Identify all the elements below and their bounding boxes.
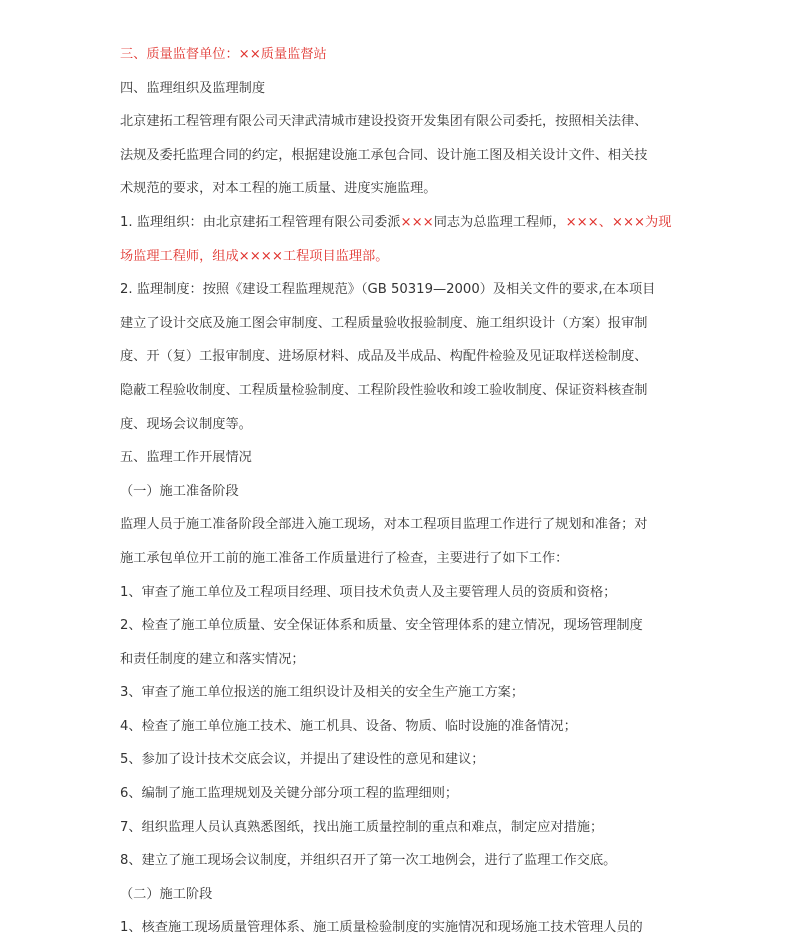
body-text: 2、检查了施工单位质量、安全保证体系和质量、安全管理体系的建立情况，现场管理制度 [120,618,643,634]
text-line [120,307,680,341]
text-line [120,542,680,576]
text-line [120,408,680,442]
body-text: 5、参加了设计技术交底会议，并提出了建设性的意见和建议； [120,752,485,768]
text-line [120,139,680,173]
text-line [120,340,680,374]
body-text: 四、监理组织及监理制度 [120,80,266,96]
text-line [120,441,680,475]
text-line [120,743,680,777]
body-text: 北京建拓工程管理有限公司天津武清城市建设投资开发集团有限公司委托，按照相关法律、 [120,114,648,130]
text-line [120,710,680,744]
highlighted-text: 质量监督单位：××质量监督站 [146,47,327,62]
text-line [120,609,680,643]
text-line [120,172,680,206]
body-text: 建立了设计交底及施工图会审制度、工程质量验收报验制度、施工组织设计（方案）报审制 [120,315,648,331]
text-line [120,508,680,542]
highlighted-text: ×××、×××为现 [565,214,672,230]
body-text: 4、检查了施工单位施工技术、施工机具、设备、物质、临时设施的准备情况； [120,718,577,734]
text-line [120,576,680,610]
text-line [120,273,680,307]
text-line [120,38,680,72]
body-text: 监理人员于施工准备阶段全部进入施工现场，对本工程项目监理工作进行了规划和准备；对 [120,517,648,533]
body-text: 6、编制了施工监理规划及关键分部分项工程的监理细则； [120,786,459,802]
body-text: （二）施工阶段 [120,886,213,902]
body-text: 1、审查了施工单位及工程项目经理、项目技术负责人及主要管理人员的资质和资格； [120,584,617,600]
body-text: 度、现场会议制度等。 [120,416,252,432]
body-text: 1. 监理组织：由北京建拓工程管理有限公司委派 [120,214,401,230]
body-text: 和责任制度的建立和落实情况； [120,651,305,667]
text-line [120,72,680,106]
text-line [120,777,680,811]
body-text: （一）施工准备阶段 [120,483,239,499]
highlighted-text: 场监理工程师，组成××××工程项目监理部。 [120,248,389,264]
text-line [120,475,680,509]
body-text: 度、开（复）工报审制度、进场原材料、成品及半成品、构配件检验及见证取样送检制度、 [120,349,648,365]
text-line [120,643,680,677]
body-text: 2. 监理制度：按照《建设工程监理规范》（GB 50319—2000）及相关文件的要求,在本项目 [120,282,656,298]
document-body [120,38,680,945]
body-text: 3、审查了施工单位报送的施工组织设计及相关的安全生产施工方案； [120,685,525,701]
body-text: 7、组织监理人员认真熟悉图纸，找出施工质量控制的重点和难点，制定应对措施； [120,819,604,835]
text-line [120,105,680,139]
body-text: 隐蔽工程验收制度、工程质量检验制度、工程阶段性验收和竣工验收制度、保证资料核查制 [120,382,648,398]
text-line [120,240,680,274]
text-line [120,878,680,912]
text-line [120,811,680,845]
body-text: 8、建立了施工现场会议制度，并组织召开了第一次工地例会，进行了监理工作交底。 [120,853,617,869]
text-line [120,206,680,240]
body-text: 术规范的要求，对本工程的施工质量、进度实施监理。 [120,181,437,197]
text-line [120,844,680,878]
text-line [120,374,680,408]
text-line [120,676,680,710]
body-text: 施工承包单位开工前的施工准备工作质量进行了检查，主要进行了如下工作： [120,550,569,566]
body-text: 法规及委托监理合同的约定，根据建设施工承包合同、设计施工图及相关设计文件、相关技 [120,147,648,163]
body-text: 1、核查施工现场质量管理体系、施工质量检验制度的实施情况和现场施工技术管理人员的 [120,920,643,936]
body-text: 同志为总监理工程师， [433,214,566,230]
highlighted-text: ××× [400,214,434,230]
body-text: 五、监理工作开展情况 [120,450,252,466]
highlighted-text: 三、 [120,47,147,62]
